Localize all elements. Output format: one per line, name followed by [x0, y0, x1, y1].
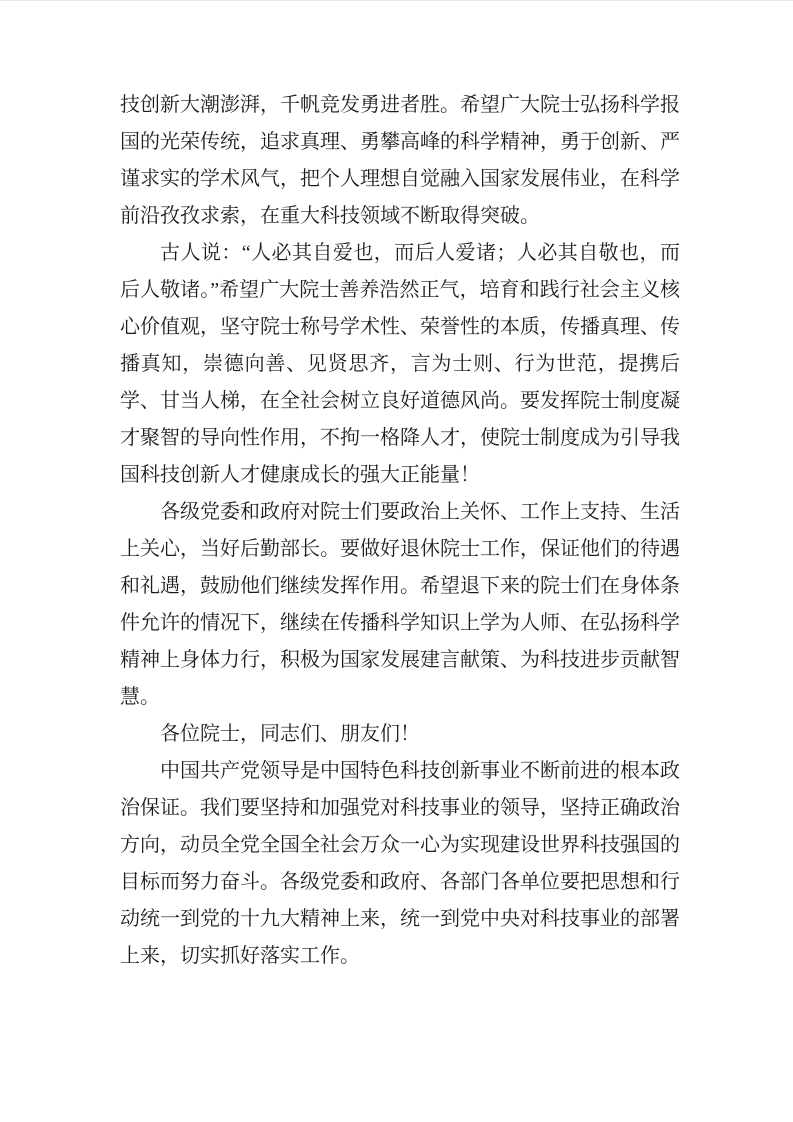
paragraph: 技创新大潮澎湃，千帆竞发勇进者胜。希望广大院士弘扬科学报国的光荣传统，追求真理、勇攀高峰的科学精神，勇于创新、严谨求实的学术风气，把个人理想自觉融入国家发展伟业，在科学前沿孜孜求索，在重大科技领域不断取得突破。	[120, 94, 680, 227]
paragraph: 古人说：“人必其自爱也，而后人爱诸；人必其自敬也，而后人敬诸。”希望广大院士善养浩然正气，培育和践行社会主义核心价值观，坚守院士称号学术性、荣誉性的本质，传播真理、传播真知，崇德向善、见贤思齐，言为士则、行为世范，提携后学、甘当人梯，在全社会树立良好道德风尚。要发挥院士制度凝才聚智的导向性作用，不拘一格降人才，使院士制度成为引导我国科技创新人才健康成长的强大正能量！	[120, 242, 680, 486]
paragraph: 各位院士，同志们、朋友们！	[160, 723, 420, 745]
paragraph: 中国共产党领导是中国特色科技创新事业不断前进的根本政治保证。我们要坚持和加强党对科技事业的领导，坚持正确政治方向，动员全党全国全社会万众一心为实现建设世界科技强国的目标而努力奋斗。各级党委和政府、各部门各单位要把思想和行动统一到党的十九大精神上来，统一到党中央对科技事业的部署上来，切实抓好落实工作。	[120, 760, 680, 967]
paragraph: 各级党委和政府对院士们要政治上关怀、工作上支持、生活上关心，当好后勤部长。要做好退休院士工作，保证他们的待遇和礼遇，鼓励他们继续发挥作用。希望退下来的院士们在身体条件允许的情况下，继续在传播科学知识上学为人师、在弘扬科学精神上身体力行，积极为国家发展建言献策、为科技进步贡献智慧。	[120, 501, 680, 708]
document-body	[120, 87, 680, 975]
page-top-edge	[0, 0, 793, 1]
